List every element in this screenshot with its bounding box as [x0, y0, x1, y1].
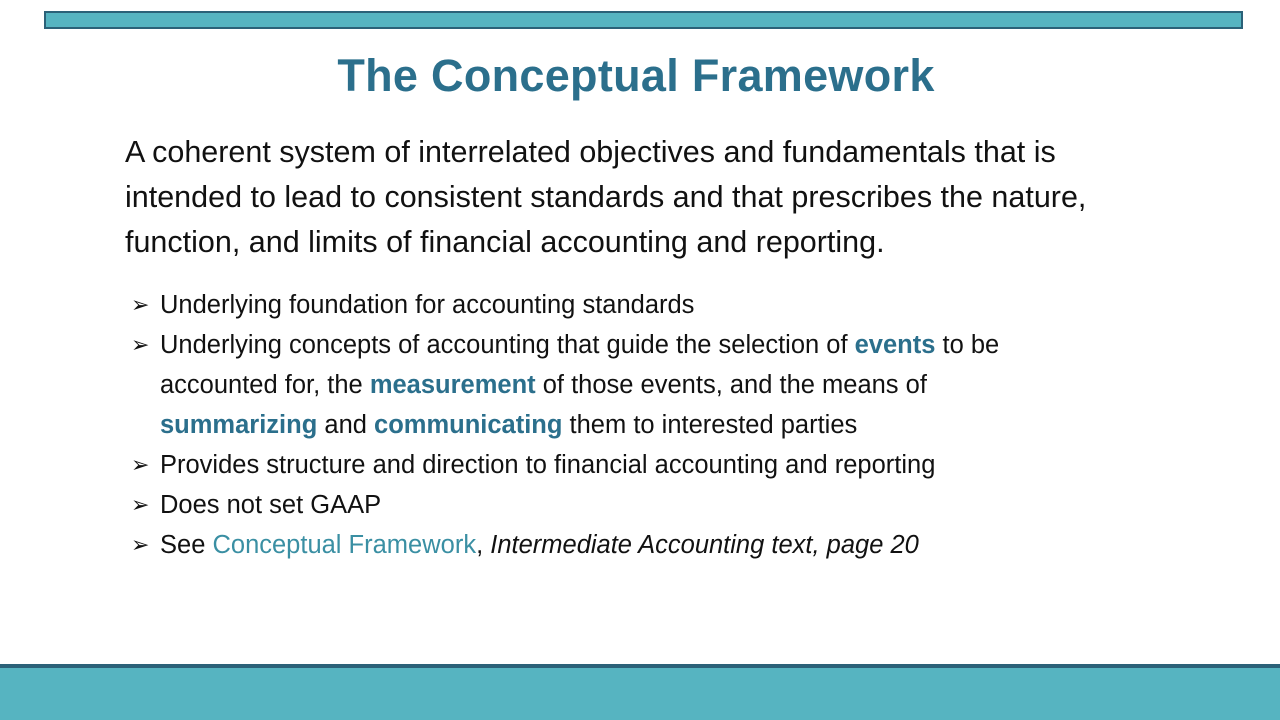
bullet-text: Provides structure and direction to financial accounting and reporting [160, 451, 936, 479]
bullet-text: of those events, and the means of [535, 371, 927, 399]
bullet-item-gaap [131, 485, 1091, 525]
keyword-events: events [854, 331, 936, 359]
slide-title: The Conceptual Framework [337, 50, 935, 101]
bullet-text: Underlying foundation for accounting standards [160, 291, 695, 319]
bullet-text: them to interested parties [562, 411, 858, 439]
definition-paragraph: A coherent system of interrelated objectives and fundamentals that is intended to lead to consistent standards and that prescribes the nature, function, and limits of financial accounting and reporting. [125, 135, 1087, 259]
bullet-text: to be accounted for, the [160, 331, 1000, 399]
bullet-text: Underlying concepts of accounting that guide the selection of [160, 331, 855, 359]
bottom-accent-bar [0, 668, 1280, 720]
arrow-bullet-icon: ➢ [131, 332, 150, 357]
conceptual-framework-link[interactable]: Conceptual Framework [212, 531, 477, 559]
bullet-text: and [317, 411, 375, 439]
arrow-bullet-icon: ➢ [131, 452, 150, 477]
arrow-bullet-icon: ➢ [131, 492, 150, 517]
bullet-text: , [476, 531, 491, 559]
keyword-measurement: measurement [369, 371, 536, 399]
arrow-bullet-icon: ➢ [131, 532, 150, 557]
bullet-item-foundation [131, 285, 1091, 325]
bullet-list [131, 285, 1091, 565]
bullet-text: Does not set GAAP [160, 491, 382, 519]
keyword-communicating: communicating [374, 411, 563, 439]
bullet-item-structure [131, 445, 1091, 485]
bullet-text: See [160, 531, 213, 559]
textbook-reference: Intermediate Accounting text, page 20 [490, 531, 919, 559]
top-accent-bar [44, 11, 1243, 29]
bullet-item-reference [131, 525, 1091, 565]
bullet-item-concepts [131, 325, 1091, 445]
keyword-summarizing: summarizing [160, 411, 318, 439]
arrow-bullet-icon: ➢ [131, 292, 150, 317]
